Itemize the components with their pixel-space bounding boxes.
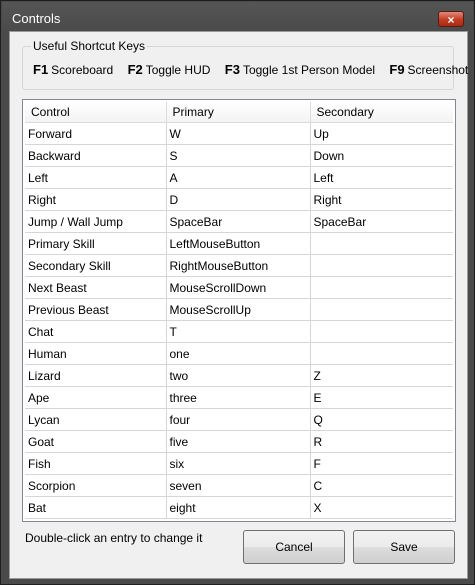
cell-primary[interactable]: one	[166, 343, 310, 365]
cell-secondary[interactable]: Z	[310, 365, 453, 387]
shortcut-keys-group	[22, 39, 469, 90]
cell-secondary[interactable]: C	[310, 475, 453, 497]
cell-secondary[interactable]: Down	[310, 145, 453, 167]
shortcut-key: F2	[127, 62, 143, 77]
cell-secondary[interactable]: R	[310, 431, 453, 453]
close-button[interactable]: ×	[438, 11, 464, 27]
table-row[interactable]	[25, 453, 453, 475]
cell-control[interactable]: Jump / Wall Jump	[25, 211, 166, 233]
cell-control[interactable]: Backward	[25, 145, 166, 167]
cell-control[interactable]: Next Beast	[25, 277, 166, 299]
shortcut-key: F9	[389, 62, 405, 77]
save-button[interactable]: Save	[353, 530, 455, 564]
cell-control[interactable]: Bat	[25, 497, 166, 519]
window-title: Controls	[12, 11, 61, 26]
controls-table	[25, 102, 453, 519]
cell-primary[interactable]: W	[166, 123, 310, 145]
cell-control[interactable]: Left	[25, 167, 166, 189]
cell-primary[interactable]: five	[166, 431, 310, 453]
table-row[interactable]	[25, 145, 453, 167]
edit-hint: Double-click an entry to change it	[25, 531, 203, 545]
title-bar	[2, 2, 473, 30]
cell-secondary[interactable]: Left	[310, 167, 453, 189]
column-header-secondary[interactable]: Secondary	[310, 102, 453, 123]
shortcut-label: Screenshot	[407, 63, 469, 77]
cell-secondary[interactable]	[310, 255, 453, 277]
cell-control[interactable]: Primary Skill	[25, 233, 166, 255]
shortcut-label: Toggle HUD	[145, 63, 211, 77]
cell-secondary[interactable]: Up	[310, 123, 453, 145]
shortcut-key: F1	[33, 62, 49, 77]
cell-control[interactable]: Lizard	[25, 365, 166, 387]
table-row[interactable]	[25, 497, 453, 519]
table-row[interactable]	[25, 255, 453, 277]
cell-primary[interactable]: seven	[166, 475, 310, 497]
cell-control[interactable]: Goat	[25, 431, 166, 453]
shortcut-item	[389, 63, 468, 77]
cell-primary[interactable]: SpaceBar	[166, 211, 310, 233]
table-row[interactable]	[25, 277, 453, 299]
cell-primary[interactable]: two	[166, 365, 310, 387]
dialog-body	[9, 31, 468, 579]
cell-control[interactable]: Human	[25, 343, 166, 365]
column-header-primary[interactable]: Primary	[166, 102, 310, 123]
table-row[interactable]	[25, 189, 453, 211]
cell-secondary[interactable]	[310, 233, 453, 255]
cell-primary[interactable]: RightMouseButton	[166, 255, 310, 277]
shortcut-label: Toggle 1st Person Model	[242, 63, 376, 77]
cell-primary[interactable]: T	[166, 321, 310, 343]
cancel-button[interactable]: Cancel	[243, 530, 345, 564]
table-row[interactable]	[25, 431, 453, 453]
table-row[interactable]	[25, 211, 453, 233]
cell-primary[interactable]: six	[166, 453, 310, 475]
cell-primary[interactable]: four	[166, 409, 310, 431]
table-row[interactable]	[25, 387, 453, 409]
cell-primary[interactable]: eight	[166, 497, 310, 519]
cell-control[interactable]: Previous Beast	[25, 299, 166, 321]
cell-control[interactable]: Right	[25, 189, 166, 211]
cell-primary[interactable]: D	[166, 189, 310, 211]
shortcut-keys-legend: Useful Shortcut Keys	[33, 39, 146, 53]
table-header-row	[25, 102, 453, 123]
cell-secondary[interactable]: Right	[310, 189, 453, 211]
cell-primary[interactable]: S	[166, 145, 310, 167]
table-row[interactable]	[25, 343, 453, 365]
cell-primary[interactable]: three	[166, 387, 310, 409]
table-row[interactable]	[25, 233, 453, 255]
table-row[interactable]	[25, 321, 453, 343]
cell-control[interactable]: Scorpion	[25, 475, 166, 497]
shortcut-label: Scoreboard	[51, 63, 114, 77]
cell-control[interactable]: Fish	[25, 453, 166, 475]
cell-secondary[interactable]: Q	[310, 409, 453, 431]
table-row[interactable]	[25, 475, 453, 497]
cell-control[interactable]: Forward	[25, 123, 166, 145]
cell-secondary[interactable]	[310, 299, 453, 321]
shortcut-list	[33, 62, 468, 77]
cell-secondary[interactable]: X	[310, 497, 453, 519]
column-header-control[interactable]: Control	[25, 102, 166, 123]
cell-secondary[interactable]	[310, 277, 453, 299]
table-row[interactable]	[25, 167, 453, 189]
cell-primary[interactable]: MouseScrollUp	[166, 299, 310, 321]
cell-secondary[interactable]	[310, 321, 453, 343]
cell-secondary[interactable]: F	[310, 453, 453, 475]
shortcut-item	[33, 63, 113, 77]
cell-control[interactable]: Secondary Skill	[25, 255, 166, 277]
cell-primary[interactable]: A	[166, 167, 310, 189]
controls-table-container	[22, 99, 456, 522]
table-row[interactable]	[25, 299, 453, 321]
table-row[interactable]	[25, 365, 453, 387]
shortcut-key: F3	[224, 62, 240, 77]
cell-control[interactable]: Ape	[25, 387, 166, 409]
cell-secondary[interactable]: E	[310, 387, 453, 409]
table-row[interactable]	[25, 409, 453, 431]
cell-secondary[interactable]: SpaceBar	[310, 211, 453, 233]
shortcut-item	[225, 63, 375, 77]
table-row[interactable]	[25, 123, 453, 145]
cell-primary[interactable]: MouseScrollDown	[166, 277, 310, 299]
cell-control[interactable]: Chat	[25, 321, 166, 343]
cell-control[interactable]: Lycan	[25, 409, 166, 431]
shortcut-item	[128, 63, 211, 77]
cell-primary[interactable]: LeftMouseButton	[166, 233, 310, 255]
cell-secondary[interactable]	[310, 343, 453, 365]
